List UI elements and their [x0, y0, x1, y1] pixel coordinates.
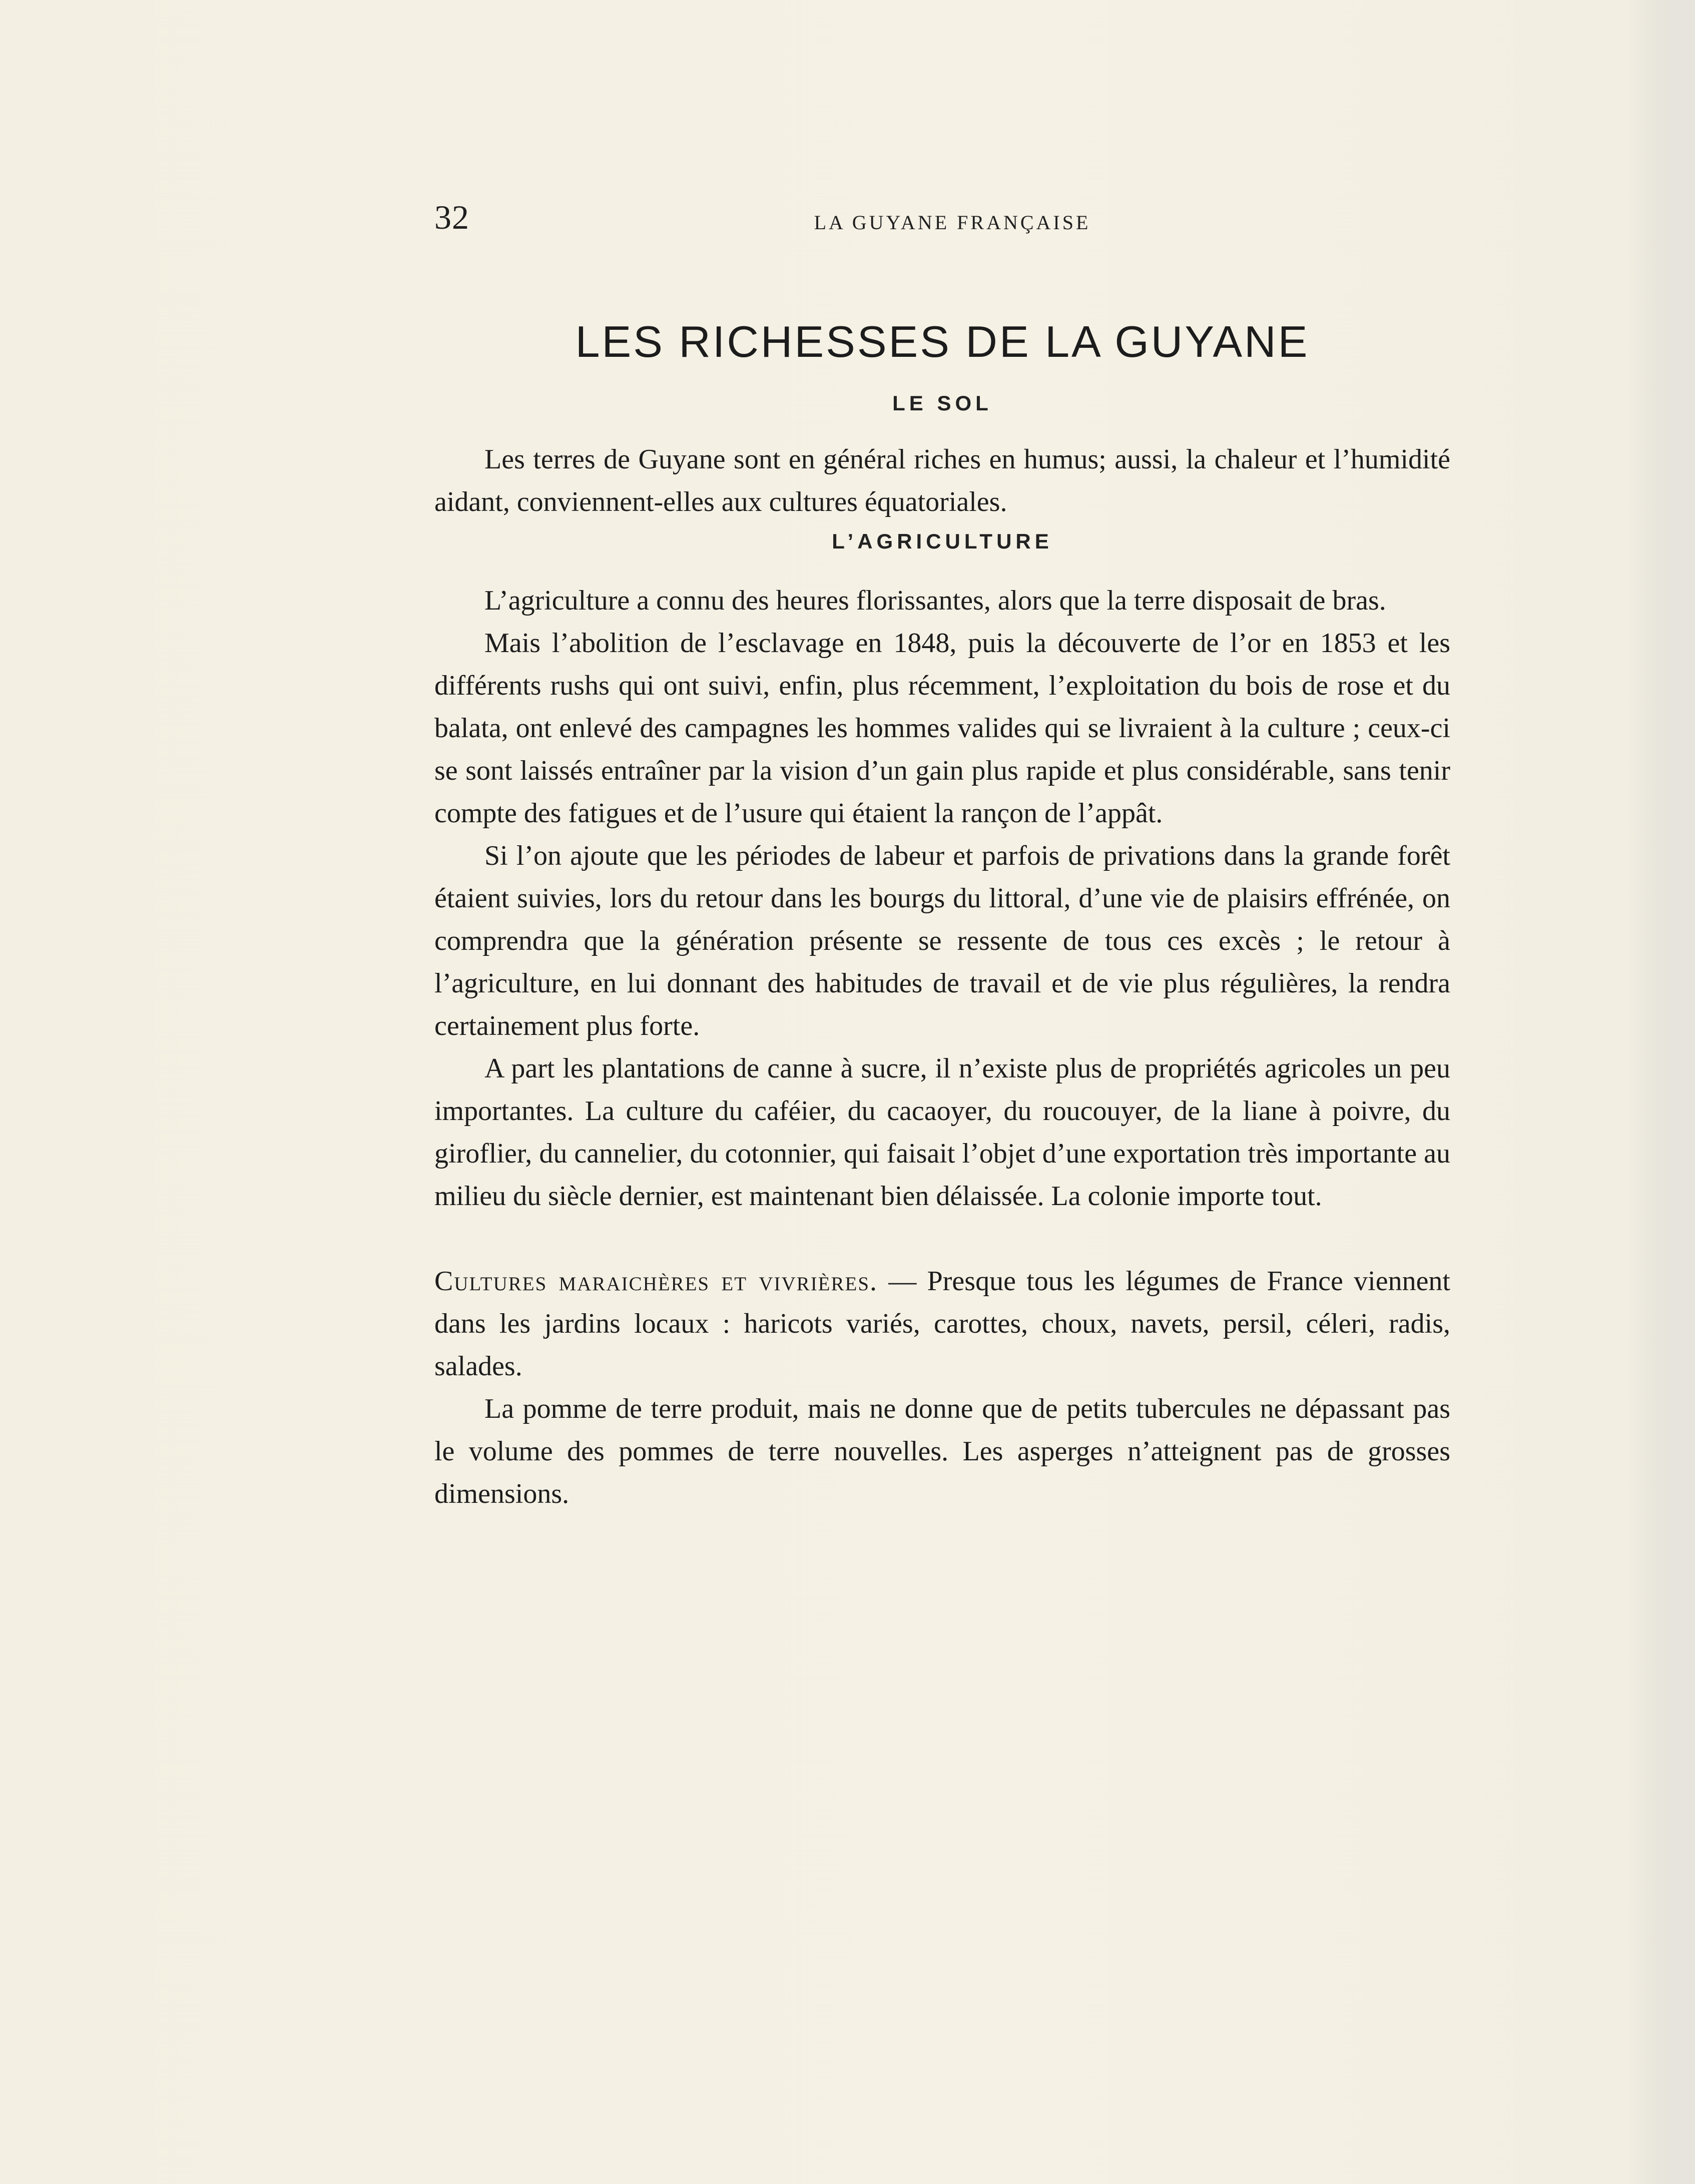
running-title: LA GUYANE FRANÇAISE: [814, 211, 1091, 234]
paragraph-le-sol: Les terres de Guyane sont en général riches en humus; aussi, la chaleur et l’humidité aidant, conviennent-elles aux cultures équatoriales.: [434, 443, 1450, 517]
page-header: [434, 198, 1470, 253]
paragraph-agriculture-1: L’agriculture a connu des heures florissantes, alors que la terre disposait de bras.: [484, 585, 1386, 616]
page-content: [434, 300, 1450, 1515]
paragraph-agriculture-3: Si l’on ajoute que les périodes de labeur et parfois de privations dans la grande forêt étaient suivies, lors du retour dans les bourgs du littoral, d’une vie de plaisirs effrénée, on comprendra que la génération présente se ressente de tous ces excès ; le retour à l’agriculture, en lui donnant des habitudes de travail et de vie plus régulières, la rendra certainement plus forte.: [434, 840, 1450, 1041]
page-edge-shadow: [1625, 0, 1695, 2184]
paragraph-agriculture-4: A part les plantations de canne à sucre, il n’existe plus de propriétés agricoles un peu importantes. La culture du caféier, du cacaoyer, du roucouyer, de la liane à poivre, du giroflier, du cannelier, du cotonnier, qui faisait l’objet d’une exportation très importante au milieu du siècle dernier, est maintenant bien délaissée. La colonie importe tout.: [434, 1052, 1450, 1212]
chapter-title: LES RICHESSES DE LA GUYANE: [575, 317, 1310, 366]
cultures-text: — Presque tous les légumes de France viennent dans les jardins locaux : haricots variés, carottes, choux, navets, persil, céleri, radis, salades.: [434, 1265, 1450, 1382]
section-heading-le-sol: LE SOL: [892, 391, 992, 415]
paragraph-cultures: [434, 1260, 1450, 1388]
page-number: 32: [434, 198, 469, 236]
cultures-lead: Cultures maraichères et vivrières.: [434, 1265, 878, 1297]
paragraph-agriculture-2: Mais l’abolition de l’esclavage en 1848, puis la découverte de l’or en 1853 et les différents rushs qui ont suivi, enfin, plus récemment, l’exploitation du bois de rose et du balata, ont enlevé des campagnes les hommes valides qui se livraient à la culture ; ceux-ci se sont laissés entraîner par la vision d’un gain plus rapide et plus considérable, sans tenir compte des fatigues et de l’usure qui étaient la rançon de l’appât.: [434, 627, 1450, 829]
paragraph-pomme-de-terre: La pomme de terre produit, mais ne donne que de petits tubercules ne dépassant pas le volume des pommes de terre nouvelles. Les asperges n’atteignent pas de grosses dimensions.: [434, 1393, 1450, 1509]
section-heading-agriculture: L’AGRICULTURE: [832, 529, 1053, 553]
